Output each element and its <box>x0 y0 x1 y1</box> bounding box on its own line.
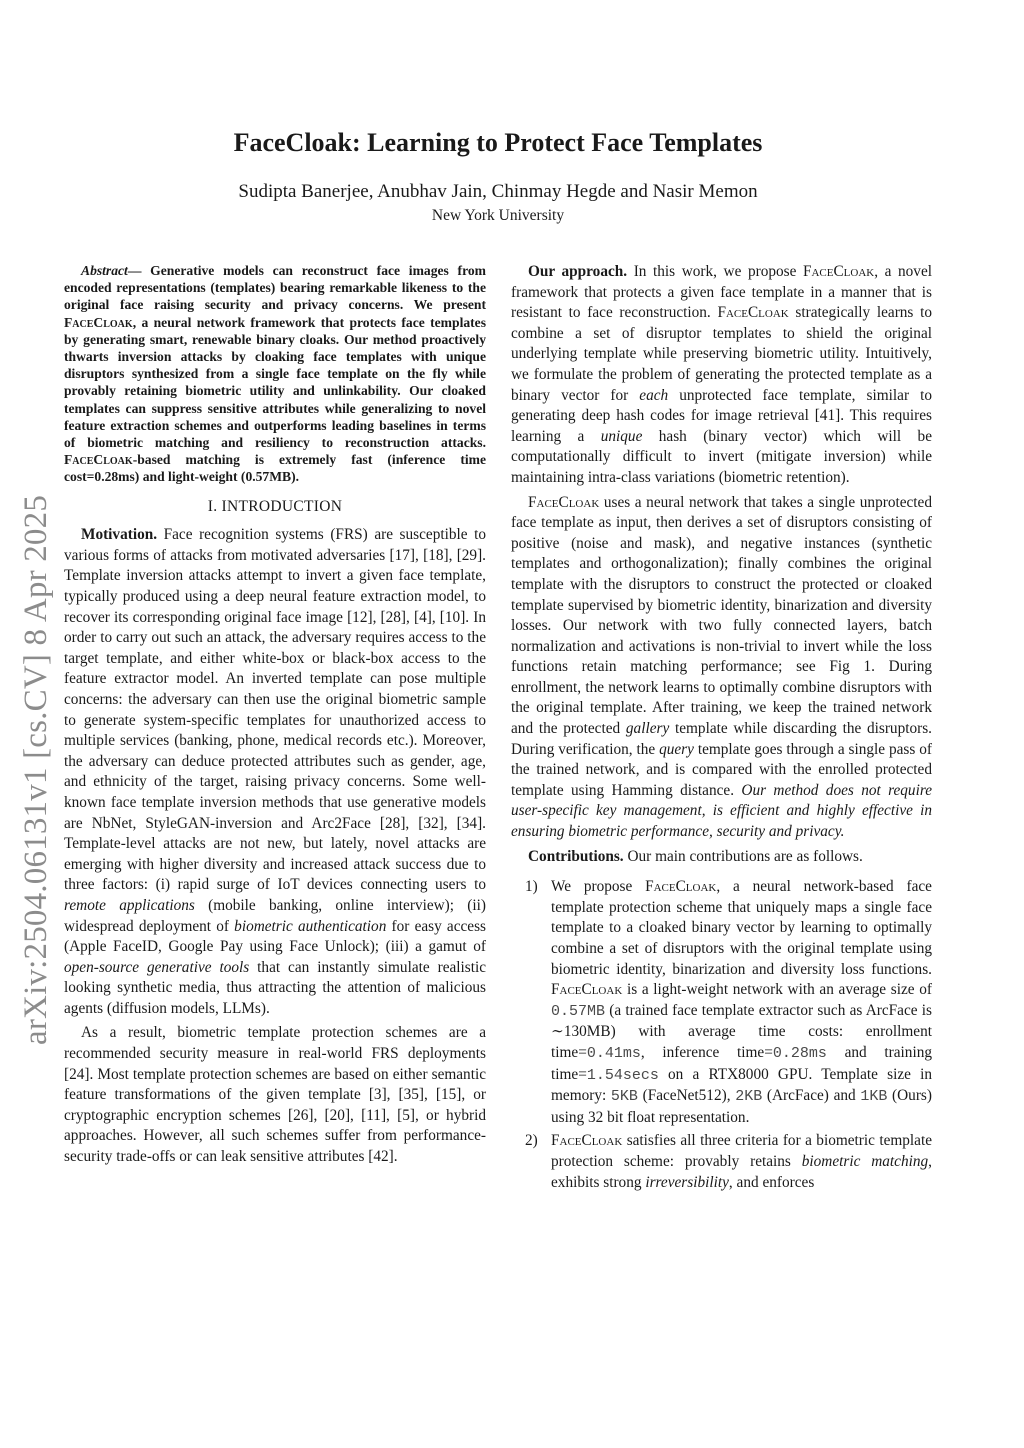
list-item-number: 2) <box>525 1132 538 1150</box>
paper-title: FaceCloak: Learning to Protect Face Templates <box>233 128 763 157</box>
section-heading-introduction: I. INTRODUCTION <box>207 497 343 515</box>
paragraph-method: FaceCloak uses a neural network that takes a single unprotected face template as input, then derives a set of disruptors consisting of positive (noise and mask), and negative instances (synthetic templates and orthogonalization); finally combines the original template with the disruptors to construct the protected or cloaked template supervised by biometric identity, binarization and diversity losses. Our network with two fully connected layers, batch normalization and activations is non-trivial to invert while the loss functions retain matching performance; see Fig 1. During enrollment, the network learns to optimally combine disruptors with the original template. After training, we keep the trained network and the protected gallery template while discarding the disruptors. During verification, the query template goes through a single pass of the trained network, and is compared with the enrolled protected template using Hamming distance. Our method does not require user-specific key management, is efficient and highly effective in ensuring biometric performance, security and privacy. <box>511 493 933 841</box>
paper-authors: Sudipta Banerjee, Anubhav Jain, Chinmay Hegde and Nasir Memon <box>238 181 758 202</box>
contributions-list <box>511 877 932 1193</box>
paragraph-motivation: Motivation. Face recognition systems (FRS) are susceptible to various forms of attacks from motivated adversaries [17], [18], [29]. Template inversion attacks attempt to invert a given face template, typically produced using a deep neural feature extraction model, to recover its corresponding original face image [12], [28], [4], [10]. In order to carry out such an attack, the adversary requires access to the target template, and either white-box or black-box access to the feature extractor model. An inverted template can pose multiple concerns: the adversary can then use the original biometric sample to generate system-specific templates for unauthorized access to multiple services (banking, phone, medical records etc.). Moreover, the adversary can deduce protected attributes such as gender, age, and ethnicity of the target, raising privacy concerns. Some well-known face template inversion methods that use generative models are NbNet, StyleGAN-inversion and Arc2Face [28], [32], [34]. Template-level attacks are not new, but lately, novel attacks are emerging with higher diversity and increased attack success due to three factors: (i) rapid surge of IoT devices connecting users to remote applications (mobile banking, online interview); (ii) widespread deployment of biometric authentication for easy access (Apple FaceID, Google Pay using Face Unlock); (iii) a gamut of open-source generative tools that can instantly simulate realistic looking synthetic media, thus attracting the attention of malicious agents (diffusion models, LLMs). <box>64 526 487 1017</box>
right-column <box>511 262 932 1196</box>
list-item: 2) FaceCloak satisfies all three criteria for a biometric template protection scheme: provably retains biometric matching, exhibits strong irreversibility, and enforces <box>525 1132 932 1191</box>
paragraph-contributions: Contributions. Our main contributions are as follows. <box>528 847 863 865</box>
left-column <box>64 262 486 1168</box>
abstract: Abstract— Generative models can reconstruct face images from encoded representations (templates) bearing remarkable likeness to the original face raising security and privacy concerns. We present FaceCloak, a neural network framework that protects face templates by generating smart, renewable binary cloaks. Our method proactively thwarts inversion attacks by cloaking face templates with unique disruptors synthesized from a single face template on the fly while provably retaining biometric utility and unlinkability. Our cloaked templates can suppress sensitive attributes while generalizing to novel feature extraction schemes and outperforms leading baselines in terms of biometric matching and resiliency to reconstruction attacks. FaceCloak-based matching is extremely fast (inference time cost=0.28ms) and light-weight (0.57MB). <box>64 263 486 485</box>
list-item-number: 1) <box>525 878 538 896</box>
paper-affiliation: New York University <box>431 207 565 224</box>
paragraph-our-approach: Our approach. In this work, we propose FaceCloak, a novel framework that protects a given face template in a manner that is resistant to face reconstruction. FaceCloak strategically learns to combine a set of disruptor templates to shield the original underlying template while preserving biometric utility. Intuitively, we formulate the problem of generating the protected template as a binary vector for each unprotected face template, similar to generating deep hash codes for image retrieval [41]. This requires learning a unique hash (binary vector) which will be computationally difficult to invert (mitigate inversion) while maintaining intra-class variations (biometric retention). <box>511 263 932 486</box>
arxiv-watermark: arXiv:2504.06131v1 [cs.CV] 8 Apr 2025 <box>18 494 54 1045</box>
list-item: 1) We propose FaceCloak, a neural network-based face template protection scheme that uniquely maps a single face template to a cloaked binary vector by learning to optimally combine a set of disruptors with the original template using biometric identity, binarization and diversity loss functions. FaceCloak is a light-weight network with an average size of 0.57MB (a trained face template extractor such as ArcFace is ∼130MB) with average time costs: enrollment time=0.41ms, inference time=0.28ms and training time=1.54secs on a RTX8000 GPU. Template size in memory: 5KB (FaceNet512), 2KB (ArcFace) and 1KB (Ours) using 32 bit float representation. <box>525 878 932 1126</box>
paragraph-template-protection: As a result, biometric template protection schemes are a recommended security measure in real-world FRS deployments [24]. Most template protection schemes are based on either semantic feature transformations of the given template [3], [35], [15], or cryptographic encryption schemes [26], [20], [11], [5], or hybrid approaches. However, all such schemes suffer from performance-security trade-offs or can leak sensitive attributes [42]. <box>64 1024 486 1166</box>
